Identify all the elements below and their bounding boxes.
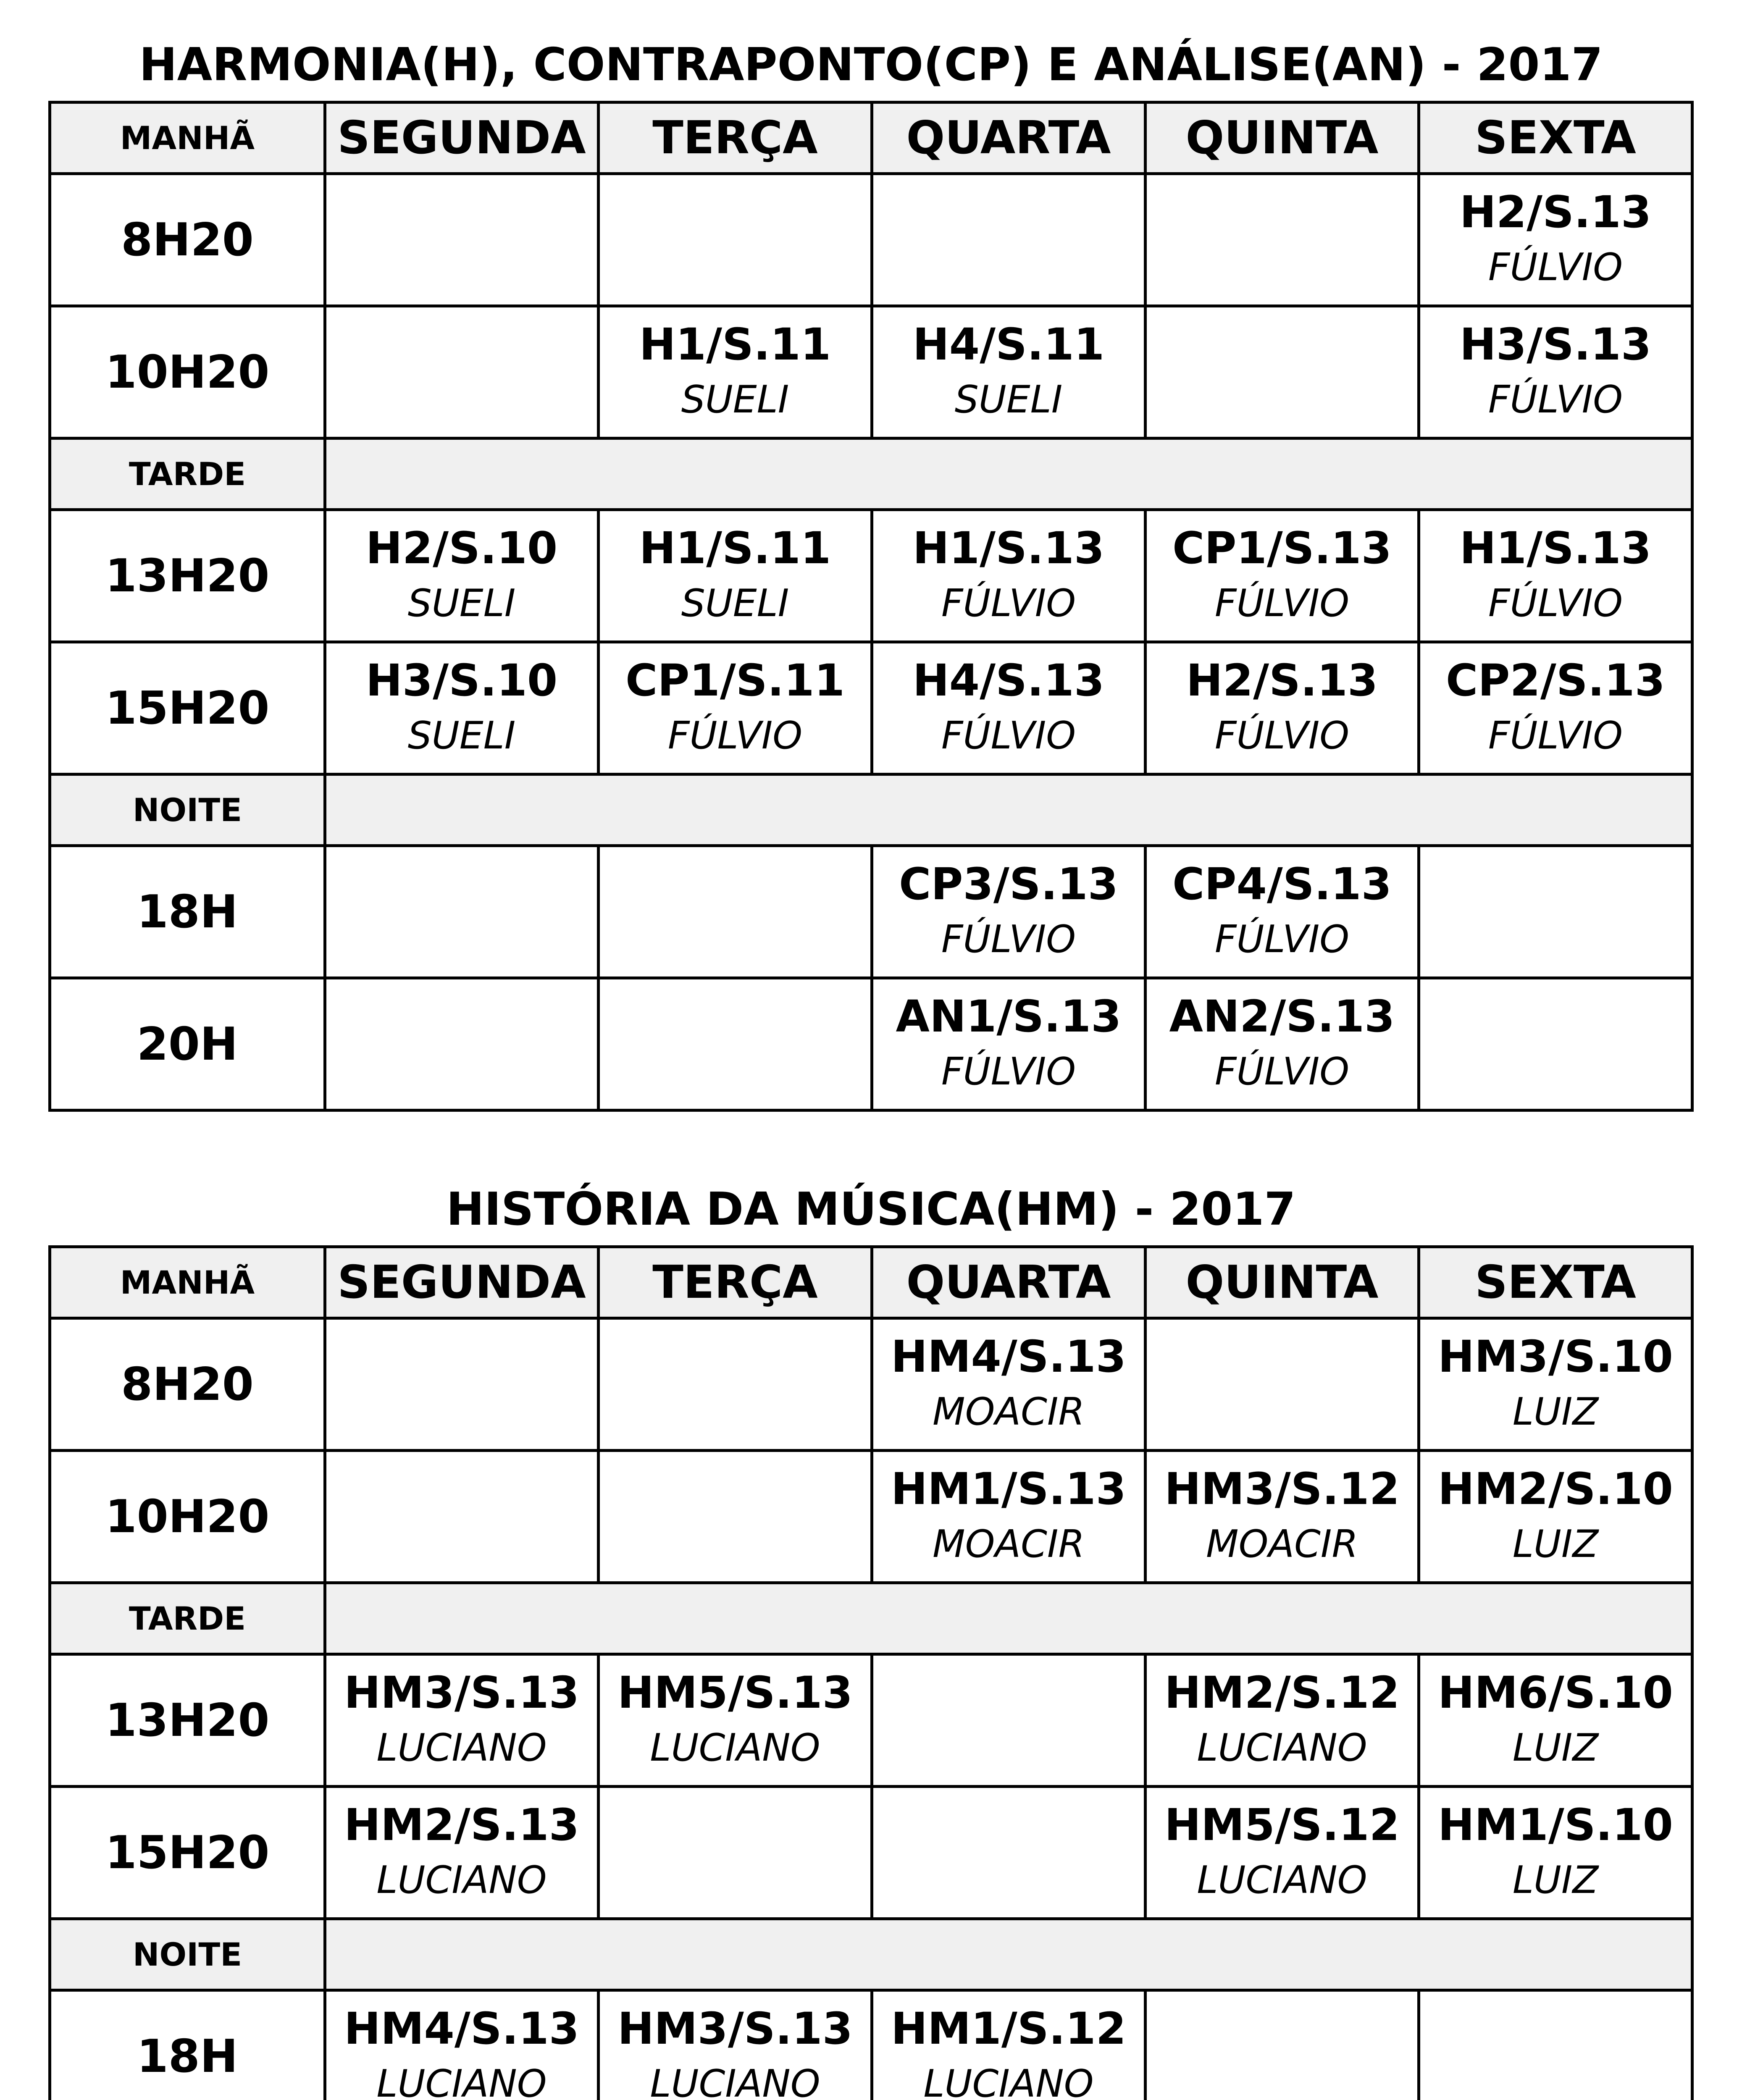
time-label: 8H20: [121, 213, 254, 266]
time-slot-row: [50, 1318, 1692, 1451]
time-slot-row: [50, 1787, 1692, 1919]
time-slot-row: [50, 846, 1692, 978]
course-code: CP1/S.11: [625, 655, 845, 706]
time-label: 10H20: [105, 1490, 270, 1543]
schedule-title-historia: HISTÓRIA DA MÚSICA(HM) - 2017: [446, 1183, 1296, 1236]
header-row: [50, 102, 1692, 174]
teacher-name: SUELI: [681, 581, 789, 625]
teacher-name: LUCIANO: [376, 1726, 547, 1770]
historia-schedule-table: [48, 1245, 1694, 2100]
period-cell: [50, 438, 325, 510]
time-cell: [50, 1787, 325, 1919]
time-cell: [50, 1318, 325, 1451]
period-spacer-cell: [325, 1919, 1692, 1990]
schedule-cell: [1419, 846, 1692, 978]
schedule-cell: [872, 510, 1146, 642]
course-code: HM1/S.12: [891, 2003, 1126, 2054]
period-cell: [50, 1919, 325, 1990]
harmonia-schedule-table: [48, 101, 1694, 1112]
day-header-cell: [325, 1247, 599, 1318]
day-label: SEXTA: [1475, 112, 1636, 164]
time-slot-row: [50, 978, 1692, 1110]
schedule-title-harmonia: HARMONIA(H), CONTRAPONTO(CP) E ANÁLISE(AN) - 2017: [139, 39, 1603, 91]
schedule-cell: [872, 978, 1146, 1110]
day-label: QUINTA: [1185, 112, 1379, 164]
time-label: 8H20: [121, 1358, 254, 1411]
day-header-cell: [599, 102, 872, 174]
schedule-cell: [872, 1318, 1146, 1451]
course-code: HM6/S.10: [1437, 1667, 1673, 1718]
course-code: HM4/S.13: [344, 2003, 579, 2054]
teacher-name: FÚLVIO: [941, 581, 1076, 625]
schedule-cell: [599, 1318, 872, 1451]
day-label: TERÇA: [652, 112, 818, 164]
period-row: [50, 1583, 1692, 1654]
period-cell: [50, 774, 325, 846]
time-cell: [50, 1451, 325, 1583]
teacher-name: LUIZ: [1512, 1726, 1599, 1770]
day-label: QUARTA: [906, 1256, 1111, 1309]
time-slot-row: [50, 1451, 1692, 1583]
day-label: SEGUNDA: [337, 1256, 586, 1309]
day-label: TERÇA: [652, 1256, 818, 1309]
day-header-cell: [872, 102, 1146, 174]
time-slot-row: [50, 1654, 1692, 1787]
day-header-cell: [325, 102, 599, 174]
schedule-cell: [599, 1787, 872, 1919]
schedule-cell: [872, 174, 1146, 306]
schedule-cell: [1146, 1451, 1419, 1583]
time-label: 15H20: [105, 682, 270, 735]
course-code: H4/S.11: [912, 319, 1105, 370]
time-cell: [50, 846, 325, 978]
period-label: NOITE: [132, 791, 242, 829]
schedule-cell: [872, 1990, 1146, 2100]
schedule-cell: [325, 1318, 599, 1451]
time-slot-row: [50, 642, 1692, 774]
schedule-cell: [1146, 1787, 1419, 1919]
course-code: HM3/S.13: [617, 2003, 853, 2054]
schedule-cell: [1419, 1318, 1692, 1451]
course-code: HM1/S.10: [1437, 1799, 1673, 1851]
teacher-name: LUIZ: [1512, 1522, 1599, 1566]
period-label: TARDE: [129, 1600, 246, 1637]
teacher-name: LUCIANO: [650, 2062, 820, 2100]
teacher-name: LUIZ: [1512, 1858, 1599, 1902]
teacher-name: FÚLVIO: [1214, 917, 1350, 961]
time-slot-row: [50, 1990, 1692, 2100]
teacher-name: SUELI: [407, 581, 516, 625]
time-label: 10H20: [105, 346, 270, 399]
time-cell: [50, 978, 325, 1110]
schedule-cell: [872, 306, 1146, 438]
course-code: AN1/S.13: [896, 991, 1122, 1042]
schedule-cell: [599, 1654, 872, 1787]
course-code: HM3/S.10: [1437, 1331, 1673, 1382]
teacher-name: FÚLVIO: [941, 1050, 1076, 1094]
schedule-cell: [325, 1451, 599, 1583]
schedule-cell: [325, 306, 599, 438]
schedule-cell: [325, 174, 599, 306]
time-slot-row: [50, 174, 1692, 306]
schedule-cell: [1419, 306, 1692, 438]
schedule-cell: [1419, 1787, 1692, 1919]
teacher-name: FÚLVIO: [1214, 581, 1350, 625]
schedule-cell: [1146, 1990, 1419, 2100]
teacher-name: SUELI: [954, 378, 1063, 422]
day-label: SEGUNDA: [337, 112, 586, 164]
period-header-cell: [50, 102, 325, 174]
teacher-name: LUCIANO: [650, 1726, 820, 1770]
course-code: H2/S.13: [1186, 655, 1378, 706]
course-code: CP1/S.13: [1172, 522, 1392, 574]
time-cell: [50, 1654, 325, 1787]
schedule-cell: [1419, 1654, 1692, 1787]
schedule-cell: [1419, 642, 1692, 774]
period-row: [50, 438, 1692, 510]
course-code: CP2/S.13: [1445, 655, 1666, 706]
course-code: H1/S.11: [639, 522, 831, 574]
schedule-cell: [1419, 174, 1692, 306]
course-code: HM2/S.13: [344, 1799, 579, 1851]
schedule-cell: [599, 174, 872, 306]
teacher-name: FÚLVIO: [667, 714, 803, 758]
schedule-cell: [325, 642, 599, 774]
teacher-name: FÚLVIO: [941, 714, 1076, 758]
schedule-cell: [1146, 642, 1419, 774]
course-code: H1/S.13: [912, 522, 1105, 574]
teacher-name: FÚLVIO: [1214, 1050, 1350, 1094]
schedule-cell: [872, 1654, 1146, 1787]
course-code: AN2/S.13: [1169, 991, 1395, 1042]
teacher-name: FÚLVIO: [1214, 714, 1350, 758]
course-code: H3/S.13: [1459, 319, 1652, 370]
schedule-cell: [1146, 846, 1419, 978]
teacher-name: LUCIANO: [376, 2062, 547, 2100]
teacher-name: LUCIANO: [376, 1858, 547, 1902]
course-code: HM5/S.12: [1164, 1799, 1400, 1851]
course-code: H1/S.11: [639, 319, 831, 370]
day-label: QUARTA: [906, 112, 1111, 164]
course-code: H2/S.13: [1459, 186, 1652, 238]
schedule-cell: [325, 510, 599, 642]
schedule-cell: [872, 1787, 1146, 1919]
schedule-cell: [872, 1451, 1146, 1583]
teacher-name: FÚLVIO: [1488, 378, 1623, 422]
schedule-cell: [599, 1990, 872, 2100]
schedule-cell: [1146, 174, 1419, 306]
schedule-cell: [599, 642, 872, 774]
time-cell: [50, 642, 325, 774]
time-label: 15H20: [105, 1826, 270, 1879]
time-cell: [50, 1990, 325, 2100]
day-header-cell: [1419, 1247, 1692, 1318]
teacher-name: FÚLVIO: [1488, 714, 1623, 758]
teacher-name: FÚLVIO: [1488, 581, 1623, 625]
teacher-name: SUELI: [407, 714, 516, 758]
teacher-name: LUCIANO: [923, 2062, 1094, 2100]
day-label: SEXTA: [1475, 1256, 1636, 1309]
schedule-cell: [599, 1451, 872, 1583]
day-header-cell: [599, 1247, 872, 1318]
schedule-cell: [1419, 1451, 1692, 1583]
time-cell: [50, 306, 325, 438]
schedule-cell: [872, 642, 1146, 774]
schedule-cell: [1146, 306, 1419, 438]
period-cell: [50, 1583, 325, 1654]
period-spacer-cell: [325, 438, 1692, 510]
schedule-cell: [1419, 510, 1692, 642]
teacher-name: MOACIR: [1206, 1522, 1358, 1566]
time-label: 13H20: [105, 549, 270, 602]
teacher-name: LUCIANO: [1197, 1726, 1367, 1770]
period-row: [50, 774, 1692, 846]
time-label: 13H20: [105, 1694, 270, 1747]
period-label-manha: MANHÃ: [120, 119, 255, 157]
schedule-cell: [599, 510, 872, 642]
time-label: 18H: [137, 885, 238, 938]
period-spacer-cell: [325, 1583, 1692, 1654]
schedule-cell: [599, 846, 872, 978]
period-row: [50, 1919, 1692, 1990]
time-cell: [50, 510, 325, 642]
course-code: HM2/S.10: [1437, 1463, 1673, 1515]
schedule-cell: [1146, 1318, 1419, 1451]
course-code: H3/S.10: [365, 655, 558, 706]
teacher-name: LUIZ: [1512, 1390, 1599, 1434]
schedule-cell: [1419, 1990, 1692, 2100]
period-label-manha: MANHÃ: [120, 1264, 255, 1301]
course-code: CP3/S.13: [899, 858, 1119, 910]
time-cell: [50, 174, 325, 306]
teacher-name: MOACIR: [933, 1390, 1085, 1434]
time-label: 18H: [137, 2030, 238, 2083]
teacher-name: SUELI: [681, 378, 789, 422]
day-label: QUINTA: [1185, 1256, 1379, 1309]
schedule-cell: [1146, 978, 1419, 1110]
teacher-name: LUCIANO: [1197, 1858, 1367, 1902]
course-code: HM3/S.12: [1164, 1463, 1400, 1515]
period-spacer-cell: [325, 774, 1692, 846]
course-code: H4/S.13: [912, 655, 1105, 706]
schedule-cell: [1146, 1654, 1419, 1787]
header-row: [50, 1247, 1692, 1318]
schedule-cell: [872, 846, 1146, 978]
course-code: HM3/S.13: [344, 1667, 579, 1718]
day-header-cell: [1146, 102, 1419, 174]
period-label: TARDE: [129, 455, 246, 493]
period-label: NOITE: [132, 1936, 242, 1973]
schedule-cell: [325, 978, 599, 1110]
day-header-cell: [1146, 1247, 1419, 1318]
course-code: HM1/S.13: [891, 1463, 1126, 1515]
course-code: HM5/S.13: [617, 1667, 853, 1718]
course-code: H2/S.10: [365, 522, 558, 574]
schedule-cell: [1146, 510, 1419, 642]
schedule-cell: [325, 846, 599, 978]
time-slot-row: [50, 306, 1692, 438]
time-label: 20H: [137, 1018, 238, 1071]
schedule-cell: [325, 1990, 599, 2100]
schedule-cell: [1419, 978, 1692, 1110]
teacher-name: MOACIR: [933, 1522, 1085, 1566]
schedule-cell: [599, 306, 872, 438]
day-header-cell: [1419, 102, 1692, 174]
schedule-cell: [325, 1654, 599, 1787]
course-code: CP4/S.13: [1172, 858, 1392, 910]
teacher-name: FÚLVIO: [941, 917, 1076, 961]
teacher-name: FÚLVIO: [1488, 245, 1623, 289]
period-header-cell: [50, 1247, 325, 1318]
course-code: HM2/S.12: [1164, 1667, 1400, 1718]
schedule-cell: [325, 1787, 599, 1919]
schedule-cell: [599, 978, 872, 1110]
day-header-cell: [872, 1247, 1146, 1318]
course-code: HM4/S.13: [891, 1331, 1126, 1382]
time-slot-row: [50, 510, 1692, 642]
course-code: H1/S.13: [1459, 522, 1652, 574]
